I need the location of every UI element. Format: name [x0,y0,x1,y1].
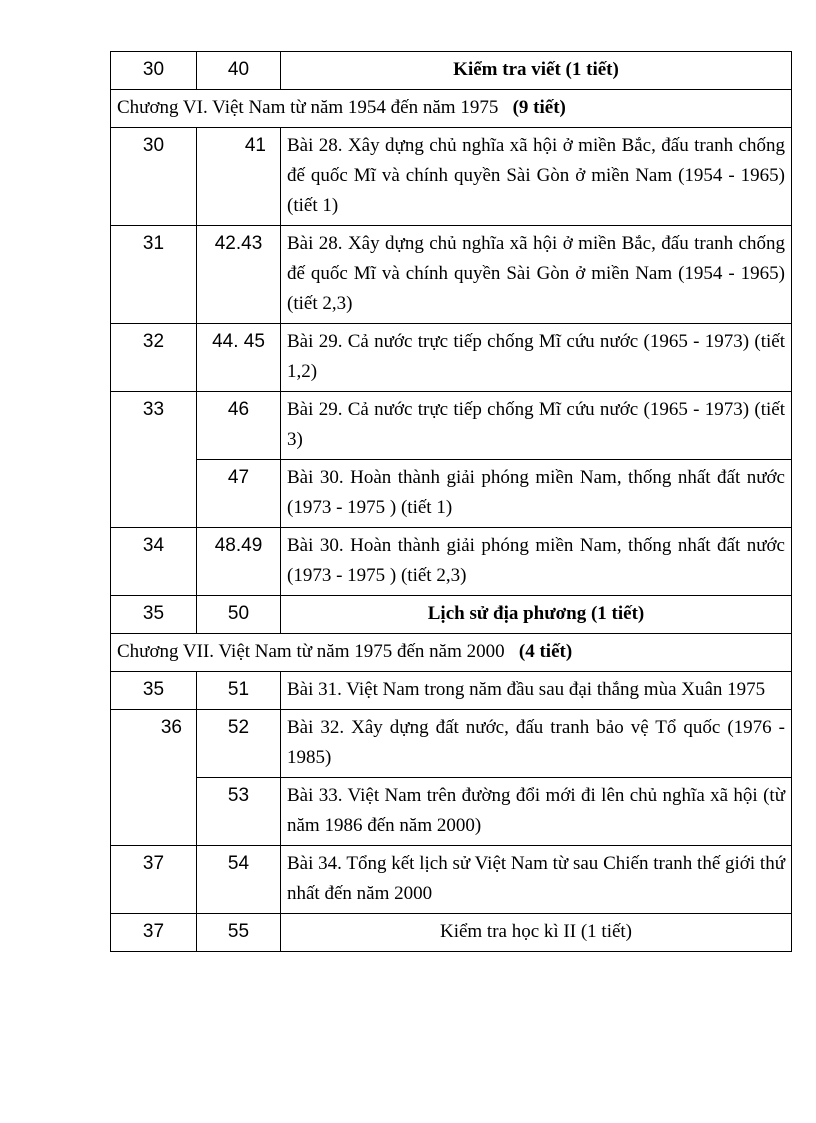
lesson-cell: 40 [197,52,281,90]
table-row [111,226,792,324]
table-row [111,528,792,596]
content-cell: Bài 29. Cả nước trực tiếp chống Mĩ cứu nước (1965 - 1973) (tiết 3) [281,392,792,460]
table-row [111,392,792,460]
chapter-hours: (9 tiết) [512,97,566,118]
content-cell: Bài 32. Xây dựng đất nước, đấu tranh bảo vệ Tổ quốc (1976 - 1985) [281,710,792,778]
content-cell: Kiểm tra viết (1 tiết) [281,52,792,90]
table-row [111,778,792,846]
chapter-heading: Chương VI. Việt Nam từ năm 1954 đến năm 1975 (9 tiết) [111,90,792,128]
table-row [111,914,792,952]
week-cell: 31 [111,226,197,324]
week-cell: 33 [111,392,197,528]
content-cell: Bài 30. Hoàn thành giải phóng miền Nam, thống nhất đất nước (1973 - 1975 ) (tiết 1) [281,460,792,528]
chapter-hours: (4 tiết) [518,641,573,662]
content-cell: Bài 31. Việt Nam trong năm đầu sau đại thắng mùa Xuân 1975 [281,672,792,710]
week-cell: 35 [111,596,197,634]
lesson-cell: 46 [197,392,281,460]
chapter-row [111,634,792,672]
chapter-heading: Chương VII. Việt Nam từ năm 1975 đến năm 2000 (4 tiết) [111,634,792,672]
table-row [111,52,792,90]
table-row [111,460,792,528]
lesson-cell: 48.49 [197,528,281,596]
content-cell: Bài 28. Xây dựng chủ nghĩa xã hội ở miền Bắc, đấu tranh chống đế quốc Mĩ và chính quyền Sài Gòn ở miền Nam (1954 - 1965) (tiết 1) [281,128,792,226]
lesson-plan-table [110,51,792,952]
week-cell: 30 [111,52,197,90]
table-row [111,596,792,634]
week-cell: 36 [111,710,197,846]
lesson-cell: 55 [197,914,281,952]
lesson-cell: 53 [197,778,281,846]
content-cell: Bài 28. Xây dựng chủ nghĩa xã hội ở miền Bắc, đấu tranh chống đế quốc Mĩ và chính quyền Sài Gòn ở miền Nam (1954 - 1965) (tiết 2,3) [281,226,792,324]
content-cell: Lịch sử địa phương (1 tiết) [281,596,792,634]
table-row [111,324,792,392]
content-cell: Bài 34. Tổng kết lịch sử Việt Nam từ sau Chiến tranh thế giới thứ nhất đến năm 2000 [281,846,792,914]
table-row [111,672,792,710]
week-cell: 37 [111,846,197,914]
lesson-cell: 52 [197,710,281,778]
content-cell: Bài 30. Hoàn thành giải phóng miền Nam, thống nhất đất nước (1973 - 1975 ) (tiết 2,3) [281,528,792,596]
lesson-cell: 42.43 [197,226,281,324]
lesson-cell: 44. 45 [197,324,281,392]
lesson-cell: 41 [197,128,281,226]
table-row [111,846,792,914]
content-cell: Kiểm tra học kì II (1 tiết) [281,914,792,952]
chapter-row [111,90,792,128]
week-cell: 32 [111,324,197,392]
lesson-cell: 47 [197,460,281,528]
content-cell: Bài 29. Cả nước trực tiếp chống Mĩ cứu nước (1965 - 1973) (tiết 1,2) [281,324,792,392]
week-cell: 34 [111,528,197,596]
lesson-cell: 54 [197,846,281,914]
content-cell: Bài 33. Việt Nam trên đường đổi mới đi lên chủ nghĩa xã hội (từ năm 1986 đến năm 2000) [281,778,792,846]
table-row [111,710,792,778]
week-cell: 35 [111,672,197,710]
week-cell: 30 [111,128,197,226]
week-cell: 37 [111,914,197,952]
table-row [111,128,792,226]
lesson-cell: 50 [197,596,281,634]
lesson-cell: 51 [197,672,281,710]
